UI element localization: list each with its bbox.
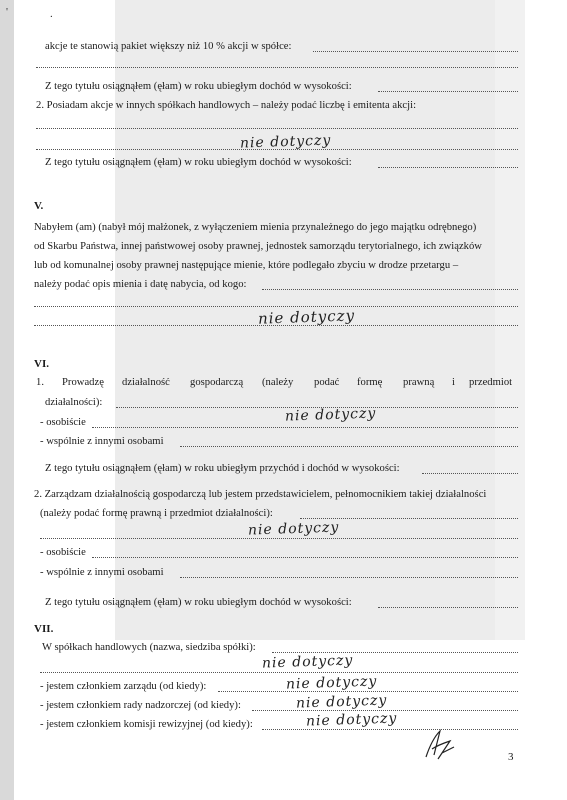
fill-line [180,446,518,447]
fill-line [262,729,518,730]
text-word: prawną [403,377,435,388]
fill-line [40,672,518,673]
text-line: - wspólnie z innymi osobami [40,567,164,578]
fill-line [378,167,518,168]
fill-line [313,51,518,52]
text-word: Prowadzę [62,377,104,388]
item-number: 1. [36,377,44,388]
page-number: 3 [508,751,514,763]
fill-line [36,67,518,68]
text-line: - jestem członkiem komisji rewizyjnej (od kiedy): [40,719,253,730]
text-word: (należy [262,377,294,388]
fill-line [34,306,518,307]
fill-line [36,128,518,129]
fill-line [422,473,518,474]
section-heading: VII. [34,623,54,635]
scan-shadow-right [495,0,525,640]
handwritten-entry: nie dotyczy [257,306,356,328]
text-word: przedmiot [469,377,513,388]
handwritten-entry: nie dotyczy [284,405,377,425]
text-line: - osobiście [40,547,86,558]
text-line: W spółkach handlowych (nazwa, siedziba spółki): [42,642,256,653]
text-line: - wspólnie z innymi osobami [40,436,164,447]
text-word: i [452,377,455,388]
fill-line [92,427,518,428]
handwritten-entry: nie dotyczy [261,652,354,672]
handwritten-entry: nie dotyczy [305,710,398,730]
handwritten-entry: nie dotyczy [247,519,340,539]
handwritten-entry: nie dotyczy [295,692,388,712]
corner-mark: ' [6,6,8,18]
text-word: formę [357,377,383,388]
text-line: - jestem członkiem rady nadzorczej (od kiedy): [40,700,241,711]
section-heading: VI. [34,358,50,370]
corner-mark: . [50,8,53,20]
text-line: Z tego tytułu osiągnąłem (ęłam) w roku ubiegłym dochód w wysokości: [45,81,352,92]
text-line: 2. Posiadam akcje w innych spółkach handlowych – należy podać liczbę i emitenta akcji: [36,100,417,111]
text-line: Z tego tytułu osiągnąłem (ęłam) w roku ubiegłym przychód i dochód w wysokości: [45,463,400,474]
signature-scribble [420,725,460,765]
fill-line [180,577,518,578]
fill-line [40,538,518,539]
text-line: od Skarbu Państwa, innej państwowej osoby prawnej, jednostek samorządu terytorialnego, ich związków [34,241,482,252]
text-line: Nabyłem (am) (nabył mój małżonek, z wyłączeniem mienia przynależnego do jego majątku odrębnego) [34,222,477,233]
text-line: 2. Zarządzam działalnością gospodarczą lub jestem przedstawicielem, pełnomocnikiem takiej działalności [34,489,487,500]
text-word: podać [314,377,340,388]
fill-line [272,652,518,653]
fill-line [378,91,518,92]
text-line: akcje te stanowią pakiet większy niż 10 % akcji w spółce: [45,41,292,52]
fill-line [262,289,518,290]
text-line: działalności): [45,397,103,408]
scan-shadow-left [0,0,14,800]
text-line: Z tego tytułu osiągnąłem (ęłam) w roku ubiegłym dochód w wysokości: [45,597,352,608]
text-word: gospodarczą [190,377,244,388]
text-word: działalność [122,377,170,388]
handwritten-entry: nie dotyczy [285,673,378,693]
text-line: Z tego tytułu osiągnąłem (ęłam) w roku ubiegłym dochód w wysokości: [45,157,352,168]
text-line: lub od komunalnej osoby prawnej następujące mienie, które podlegało zbyciu w drodze przetargu – [34,260,459,271]
fill-line [378,607,518,608]
fill-line [92,557,518,558]
text-line: należy podać opis mienia i datę nabycia, od kogo: [34,279,247,290]
text-line: - osobiście [40,417,86,428]
handwritten-entry: nie dotyczy [239,132,332,152]
fill-line [218,691,518,692]
text-line: (należy podać formę prawną i przedmiot działalności): [40,508,273,519]
text-line: - jestem członkiem zarządu (od kiedy): [40,681,207,692]
section-heading: V. [34,200,44,212]
